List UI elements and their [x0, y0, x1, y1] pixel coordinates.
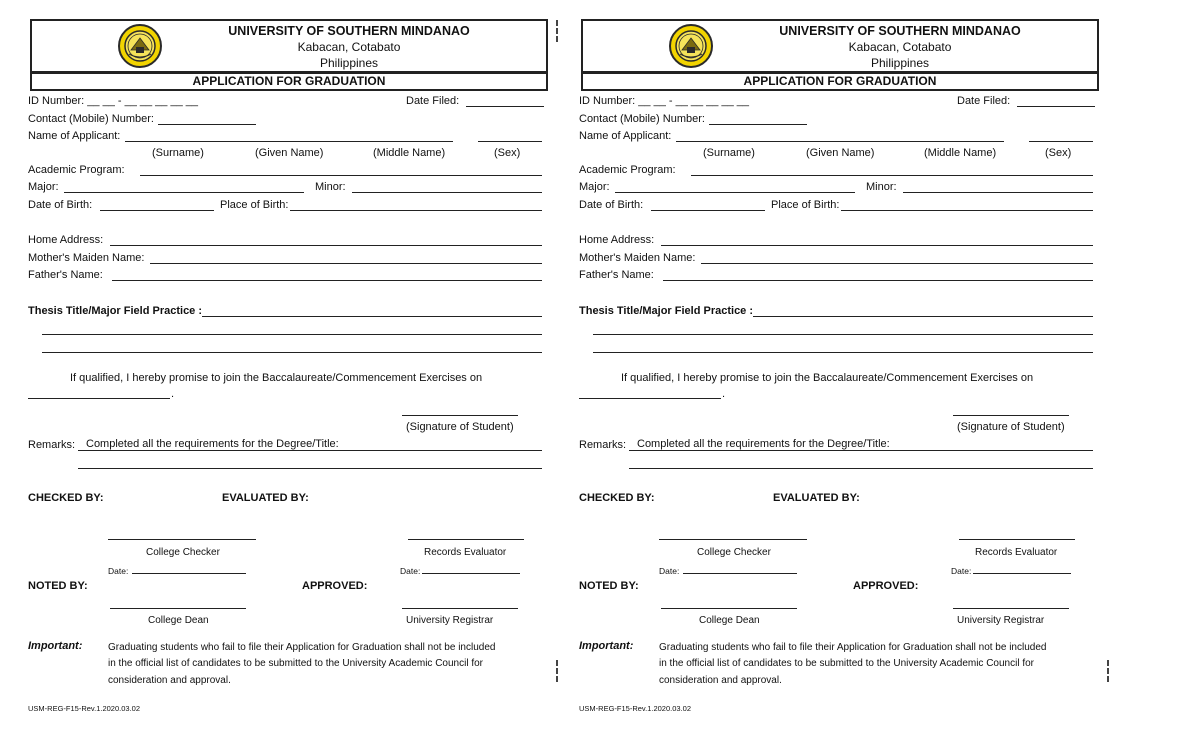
- approved-label: APPROVED:: [853, 580, 919, 592]
- mother-label: Mother's Maiden Name:: [28, 252, 145, 264]
- given-name-caption: (Given Name): [806, 147, 875, 159]
- registrar-caption: University Registrar: [957, 615, 1045, 626]
- form-header: [30, 19, 548, 73]
- sex-caption: (Sex): [494, 147, 521, 159]
- thesis-line-1[interactable]: [202, 316, 542, 317]
- contact-label: Contact (Mobile) Number:: [28, 113, 154, 125]
- dean-signature-line[interactable]: [110, 608, 246, 609]
- university-city: Kabacan, Cotabato: [848, 40, 952, 54]
- date-filed-label: Date Filed:: [406, 95, 460, 107]
- checker-date-label: Date:: [659, 566, 680, 576]
- thesis-line-3[interactable]: [593, 352, 1093, 353]
- applicant-name-label: Name of Applicant:: [28, 130, 121, 142]
- sex-line[interactable]: [478, 141, 542, 142]
- college-checker-signature-line[interactable]: [659, 539, 807, 540]
- form-title: APPLICATION FOR GRADUATION: [30, 72, 548, 91]
- important-line-1: Graduating students who fail to file their Application for Graduation shall not be included: [108, 642, 496, 653]
- mother-label: Mother's Maiden Name:: [579, 252, 696, 264]
- id-number-label: ID Number: __ __ - __ __ __ __ __: [579, 95, 749, 107]
- major-label: Major:: [579, 181, 610, 193]
- form-code: USM-REG-F15-Rev.1.2020.03.02: [28, 704, 140, 713]
- minor-label: Minor:: [315, 181, 346, 193]
- evaluated-by-label: EVALUATED BY:: [222, 492, 309, 504]
- dob-line[interactable]: [651, 210, 765, 211]
- signature-caption: (Signature of Student): [406, 421, 514, 433]
- noted-by-label: NOTED BY:: [579, 580, 639, 592]
- university-city: Kabacan, Cotabato: [297, 40, 401, 54]
- cut-line-bottom: [556, 660, 558, 682]
- mother-line[interactable]: [150, 263, 542, 264]
- dob-label: Date of Birth:: [28, 199, 93, 211]
- remarks-label: Remarks:: [579, 439, 627, 451]
- dob-line[interactable]: [100, 210, 214, 211]
- address-line[interactable]: [110, 245, 542, 246]
- remarks-line-2[interactable]: [78, 468, 542, 469]
- pob-label: Place of Birth:: [220, 199, 289, 211]
- middle-name-caption: (Middle Name): [373, 147, 446, 159]
- checker-date-line[interactable]: [683, 573, 797, 574]
- application-form-left: [28, 0, 548, 729]
- dob-label: Date of Birth:: [579, 199, 644, 211]
- evaluator-date-line[interactable]: [422, 573, 520, 574]
- form-header: [581, 19, 1099, 73]
- mother-line[interactable]: [701, 263, 1093, 264]
- pledge-text: If qualified, I hereby promise to join the Baccalaureate/Commencement Exercises on: [621, 372, 1034, 384]
- cut-line-right: [1107, 660, 1109, 682]
- checker-date-line[interactable]: [132, 573, 246, 574]
- records-evaluator-caption: Records Evaluator: [424, 547, 507, 558]
- address-label: Home Address:: [579, 234, 655, 246]
- minor-line[interactable]: [903, 192, 1093, 193]
- evaluated-by-label: EVALUATED BY:: [773, 492, 860, 504]
- major-line[interactable]: [615, 192, 855, 193]
- pob-line[interactable]: [290, 210, 542, 211]
- sex-caption: (Sex): [1045, 147, 1072, 159]
- college-checker-caption: College Checker: [697, 547, 771, 558]
- thesis-line-2[interactable]: [42, 334, 542, 335]
- student-signature-line[interactable]: [953, 415, 1069, 416]
- university-name: UNIVERSITY OF SOUTHERN MINDANAO: [779, 24, 1021, 38]
- registrar-caption: University Registrar: [406, 615, 494, 626]
- contact-line[interactable]: [709, 124, 807, 125]
- pledge-date-line[interactable]: [28, 398, 170, 399]
- university-country: Philippines: [319, 56, 379, 70]
- thesis-line-1[interactable]: [753, 316, 1093, 317]
- pledge-date-line[interactable]: [579, 398, 721, 399]
- id-number-label: ID Number: __ __ - __ __ __ __ __: [28, 95, 198, 107]
- important-line-3: consideration and approval.: [108, 675, 231, 686]
- evaluator-date-label: Date:: [951, 566, 972, 576]
- given-name-caption: (Given Name): [255, 147, 324, 159]
- applicant-name-line[interactable]: [125, 141, 453, 142]
- signature-caption: (Signature of Student): [957, 421, 1065, 433]
- college-checker-signature-line[interactable]: [108, 539, 256, 540]
- remarks-value: Completed all the requirements for the Degree/Title:: [86, 438, 339, 450]
- pledge-period: .: [722, 388, 726, 400]
- important-line-3: consideration and approval.: [659, 675, 782, 686]
- university-country: Philippines: [870, 56, 930, 70]
- college-checker-caption: College Checker: [146, 547, 220, 558]
- checked-by-label: CHECKED BY:: [579, 492, 655, 504]
- contact-line[interactable]: [158, 124, 256, 125]
- pob-label: Place of Birth:: [771, 199, 840, 211]
- records-evaluator-signature-line[interactable]: [959, 539, 1075, 540]
- program-label: Academic Program:: [579, 164, 676, 176]
- evaluator-date-label: Date:: [400, 566, 421, 576]
- evaluator-date-line[interactable]: [973, 573, 1071, 574]
- checked-by-label: CHECKED BY:: [28, 492, 104, 504]
- minor-line[interactable]: [352, 192, 542, 193]
- noted-by-label: NOTED BY:: [28, 580, 88, 592]
- college-dean-caption: College Dean: [699, 615, 760, 626]
- dean-signature-line[interactable]: [661, 608, 797, 609]
- approved-label: APPROVED:: [302, 580, 368, 592]
- applicant-name-label: Name of Applicant:: [579, 130, 672, 142]
- important-label: Important:: [28, 640, 83, 652]
- thesis-label: Thesis Title/Major Field Practice :: [28, 305, 203, 317]
- checker-date-label: Date:: [108, 566, 129, 576]
- college-dean-caption: College Dean: [148, 615, 209, 626]
- form-code: USM-REG-F15-Rev.1.2020.03.02: [579, 704, 691, 713]
- important-line-2: in the official list of candidates to be submitted to the University Academic Council for: [659, 658, 1035, 669]
- father-line[interactable]: [112, 280, 542, 281]
- surname-caption: (Surname): [152, 147, 204, 159]
- university-name: UNIVERSITY OF SOUTHERN MINDANAO: [228, 24, 470, 38]
- thesis-line-2[interactable]: [593, 334, 1093, 335]
- surname-caption: (Surname): [703, 147, 755, 159]
- thesis-label: Thesis Title/Major Field Practice :: [579, 305, 754, 317]
- remarks-label: Remarks:: [28, 439, 76, 451]
- student-signature-line[interactable]: [402, 415, 518, 416]
- remarks-line-2[interactable]: [629, 468, 1093, 469]
- registrar-signature-line[interactable]: [402, 608, 518, 609]
- important-line-2: in the official list of candidates to be submitted to the University Academic Council for: [108, 658, 484, 669]
- important-line-1: Graduating students who fail to file their Application for Graduation shall not be included: [659, 642, 1047, 653]
- minor-label: Minor:: [866, 181, 897, 193]
- major-line[interactable]: [64, 192, 304, 193]
- pledge-text: If qualified, I hereby promise to join the Baccalaureate/Commencement Exercises on: [70, 372, 483, 384]
- form-title: APPLICATION FOR GRADUATION: [581, 72, 1099, 91]
- registrar-signature-line[interactable]: [953, 608, 1069, 609]
- date-filed-line[interactable]: [1017, 106, 1095, 107]
- father-line[interactable]: [663, 280, 1093, 281]
- thesis-line-3[interactable]: [42, 352, 542, 353]
- program-label: Academic Program:: [28, 164, 125, 176]
- middle-name-caption: (Middle Name): [924, 147, 997, 159]
- remarks-value: Completed all the requirements for the Degree/Title:: [637, 438, 890, 450]
- program-line[interactable]: [691, 175, 1093, 176]
- pledge-period: .: [171, 388, 175, 400]
- sex-line[interactable]: [1029, 141, 1093, 142]
- program-line[interactable]: [140, 175, 542, 176]
- date-filed-line[interactable]: [466, 106, 544, 107]
- records-evaluator-signature-line[interactable]: [408, 539, 524, 540]
- father-label: Father's Name:: [579, 269, 654, 281]
- pob-line[interactable]: [841, 210, 1093, 211]
- cut-line-top: [556, 20, 558, 42]
- major-label: Major:: [28, 181, 59, 193]
- records-evaluator-caption: Records Evaluator: [975, 547, 1058, 558]
- contact-label: Contact (Mobile) Number:: [579, 113, 705, 125]
- application-form-right: [579, 0, 1099, 729]
- address-label: Home Address:: [28, 234, 104, 246]
- address-line[interactable]: [661, 245, 1093, 246]
- applicant-name-line[interactable]: [676, 141, 1004, 142]
- father-label: Father's Name:: [28, 269, 103, 281]
- date-filed-label: Date Filed:: [957, 95, 1011, 107]
- important-label: Important:: [579, 640, 634, 652]
